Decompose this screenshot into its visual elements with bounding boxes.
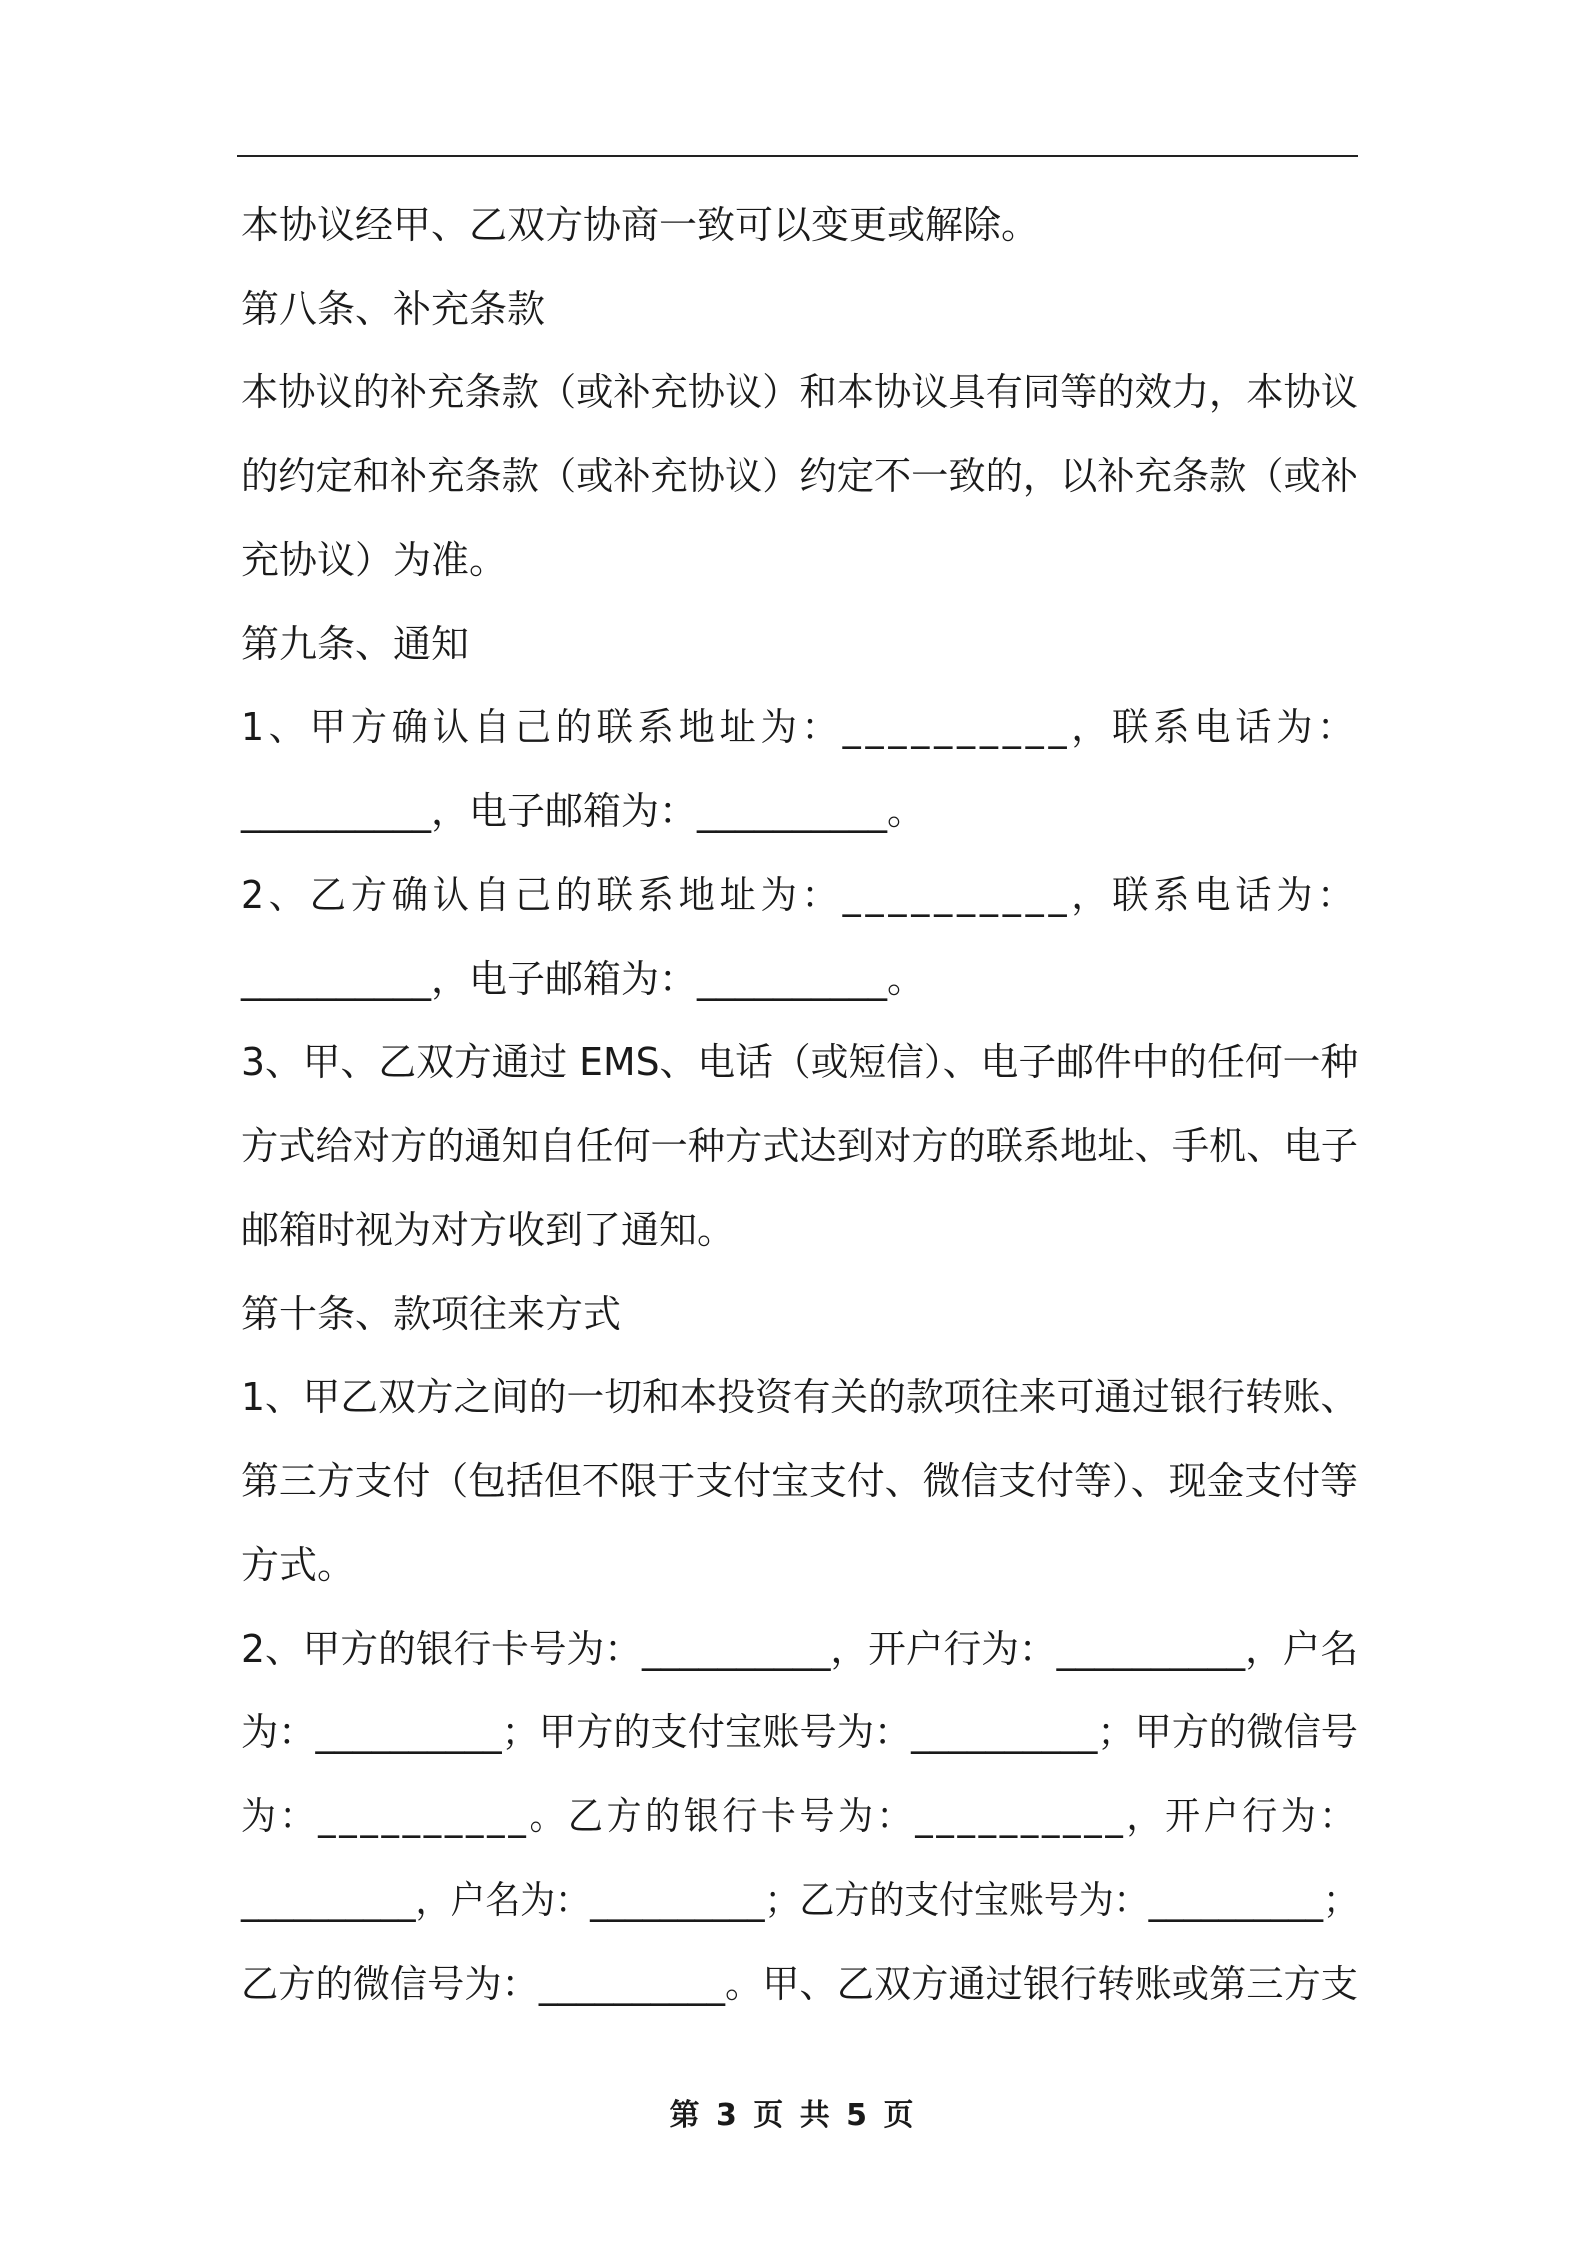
text-line: 的约定和补充条款（或补充协议）约定不一致的，以补充条款（或补 — [241, 454, 1358, 498]
text-line: 方式。 — [241, 1543, 356, 1587]
text-line: __________，户名为：__________；乙方的支付宝账号为：__________； — [241, 1878, 1359, 1922]
text-line: 2、甲方的银行卡号为：__________，开户行为：__________，户名 — [241, 1627, 1359, 1671]
text-line: 乙方的微信号为：__________。甲、乙双方通过银行转账或第三方支 — [241, 1962, 1358, 2006]
section-heading: 第十条、款项往来方式 — [241, 1292, 622, 1336]
text-line: 方式给对方的通知自任何一种方式达到对方的联系地址、手机、电子 — [241, 1124, 1358, 1168]
text-line: 本协议经甲、乙双方协商一致可以变更或解除。 — [241, 203, 1040, 247]
text-line: __________，电子邮箱为：__________。 — [241, 789, 926, 833]
text-line: 充协议）为准。 — [241, 538, 508, 582]
section-heading: 第九条、通知 — [241, 622, 470, 666]
page-number: 第 3 页 共 5 页 — [669, 2098, 917, 2133]
text-line: 1、甲方确认自己的联系地址为：__________，联系电话为： — [241, 705, 1359, 749]
section-heading: 第八条、补充条款 — [241, 287, 546, 331]
text-line: 第三方支付（包括但不限于支付宝支付、微信支付等）、现金支付等 — [241, 1459, 1358, 1503]
text-line: 邮箱时视为对方收到了通知。 — [241, 1208, 736, 1252]
text-line: 本协议的补充条款（或补充协议）和本协议具有同等的效力，本协议 — [241, 370, 1358, 414]
header-rule — [237, 155, 1358, 157]
text-line: 为：__________。乙方的银行卡号为：__________，开户行为： — [241, 1794, 1359, 1838]
text-line: 3、甲、乙双方通过 EMS、电话（或短信）、电子邮件中的任何一种 — [241, 1040, 1359, 1084]
text-line: 2、乙方确认自己的联系地址为：__________，联系电话为： — [241, 873, 1359, 917]
text-line: 为：__________；甲方的支付宝账号为：__________；甲方的微信号 — [241, 1710, 1358, 1754]
text-line: __________，电子邮箱为：__________。 — [241, 957, 926, 1001]
text-line: 1、甲乙双方之间的一切和本投资有关的款项往来可通过银行转账、 — [241, 1375, 1359, 1419]
